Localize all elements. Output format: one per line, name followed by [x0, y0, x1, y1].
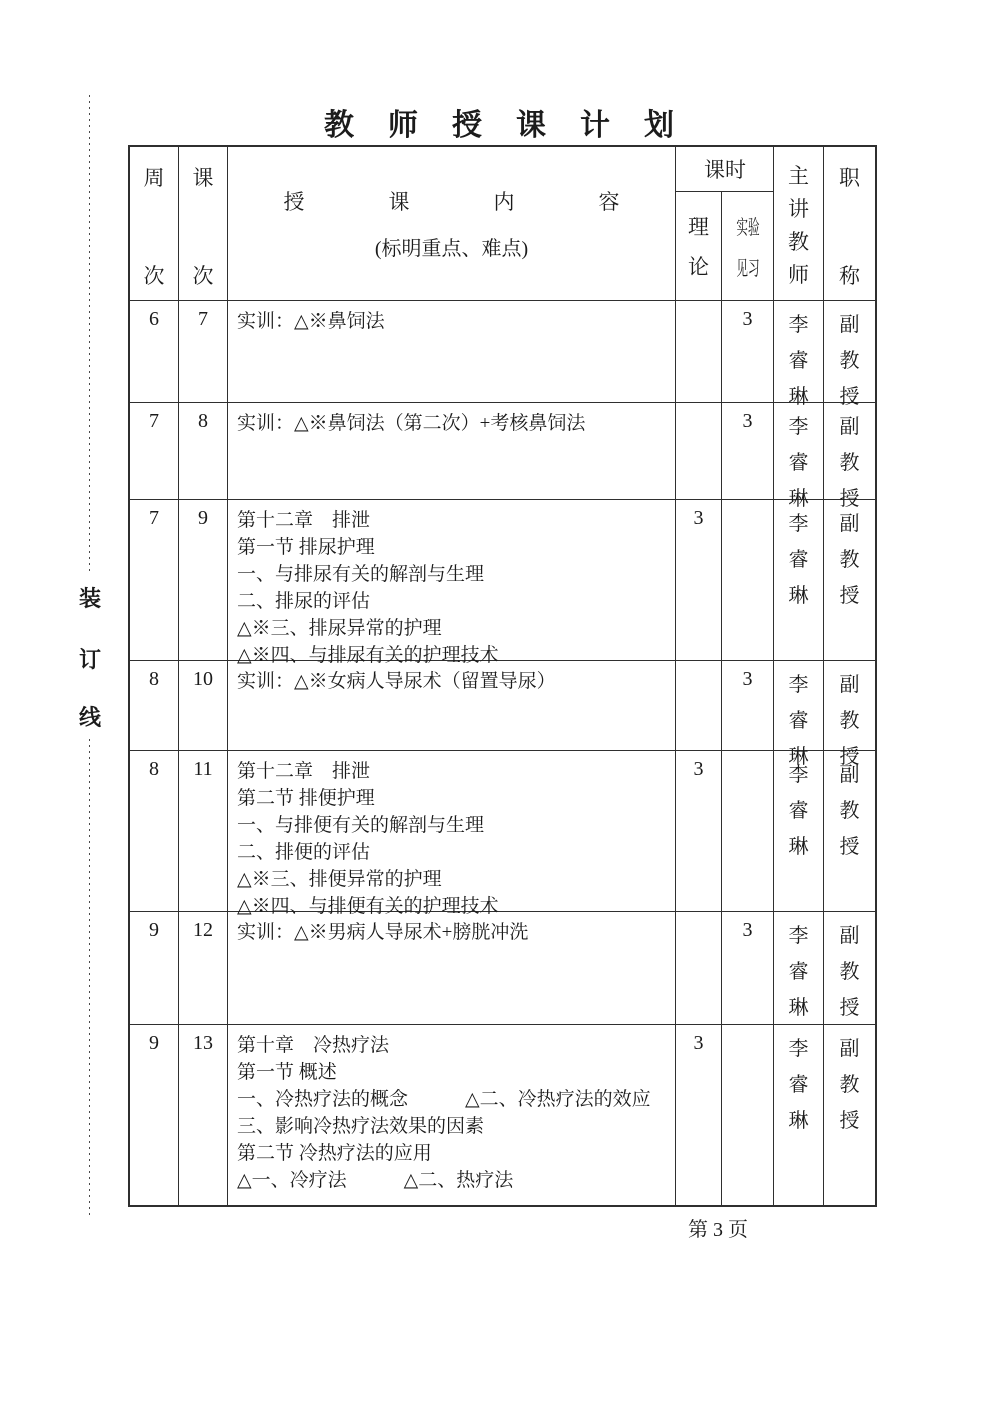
lesson-cell [179, 500, 228, 669]
cell-text: 实训：△※鼻饲法（第二次）+考核鼻饲法 [237, 413, 586, 434]
title-cell [824, 1025, 875, 1205]
cell-text: 副 [839, 416, 860, 438]
binding-line-label: 线 [78, 705, 101, 730]
cell-text: 副 [839, 314, 860, 336]
cell-text: 第十二章 排泄 [237, 510, 371, 531]
cell-text: 3 [693, 758, 704, 780]
binding-line-label: 装 [78, 586, 101, 611]
page-title: 教 师 授 课 计 划 [324, 109, 676, 142]
teacher-cell [774, 751, 824, 920]
content-cell [228, 1025, 676, 1205]
binding-line-dots-top [89, 95, 90, 573]
table-header [130, 147, 875, 300]
binding-line-label: 订 [78, 647, 101, 672]
header-text: 称 [839, 264, 860, 288]
cell-text: 3 [742, 919, 753, 941]
lesson-cell [179, 751, 228, 920]
table-row [130, 660, 875, 768]
cell-text: 授 [839, 1110, 860, 1132]
practice-hours-cell [722, 301, 774, 415]
cell-text: 实训：△※鼻饲法 [237, 311, 385, 332]
cell-text: 授 [839, 997, 860, 1019]
table-row [130, 300, 875, 408]
cell-text: 副 [839, 674, 860, 696]
title-cell [824, 912, 875, 1026]
cell-text: 授 [839, 585, 860, 607]
cell-text: △※四、与排尿有关的护理技术 [237, 645, 499, 666]
cell-text: 睿 [788, 549, 809, 571]
cell-text: △※四、与排便有关的护理技术 [237, 896, 499, 917]
content-cell [228, 500, 676, 669]
cell-text: 3 [742, 308, 753, 330]
practice-hours-cell [722, 1025, 774, 1205]
cell-text: 第一节 排尿护理 [237, 537, 375, 558]
cell-text: 一、冷热疗法的概念 △二、冷热疗法的效应 [237, 1089, 651, 1110]
cell-text: 教 [839, 452, 860, 474]
cell-text: 睿 [788, 1074, 809, 1096]
header-text: 师 [788, 263, 809, 287]
cell-text: 7 [198, 308, 208, 330]
cell-text: 琳 [788, 1110, 809, 1132]
lesson-cell [179, 1025, 228, 1205]
cell-text: 琳 [788, 585, 809, 607]
cell-text: △一、冷疗法 △二、热疗法 [237, 1170, 514, 1191]
cell-text: 睿 [788, 800, 809, 822]
cell-text: 3 [742, 668, 753, 690]
cell-text: 李 [788, 764, 809, 786]
cell-text: 教 [839, 549, 860, 571]
cell-text: 7 [149, 507, 159, 529]
cell-text: 副 [839, 513, 860, 535]
cell-text: 9 [149, 1032, 159, 1054]
cell-text: 9 [149, 919, 159, 941]
cell-text: 三、影响冷热疗法效果的因素 [237, 1116, 485, 1137]
header-text: 课 [192, 166, 214, 190]
content-cell [228, 751, 676, 920]
cell-text: 一、与排便有关的解剖与生理 [237, 815, 485, 836]
cell-text: 10 [193, 668, 213, 690]
header-content-column [228, 147, 676, 300]
cell-text: 琳 [788, 997, 809, 1019]
page-number: 第 3 页 [688, 1219, 748, 1241]
cell-text: 12 [193, 919, 213, 941]
content-cell [228, 301, 676, 415]
cell-text: 授 [839, 386, 860, 408]
cell-text: 教 [839, 1074, 860, 1096]
header-title-column [824, 147, 875, 300]
header-text: 教 [788, 230, 809, 254]
header-theory-column [676, 192, 722, 300]
cell-text: 3 [693, 1032, 704, 1054]
header-text: 见习 [736, 257, 760, 280]
lesson-cell [179, 301, 228, 415]
cell-text: 授 [839, 836, 860, 858]
cell-text: 实训：△※男病人导尿术+膀胱冲洗 [237, 922, 529, 943]
cell-text: 8 [149, 758, 159, 780]
cell-text: 李 [788, 1038, 809, 1060]
cell-text: 睿 [788, 452, 809, 474]
cell-text: 8 [149, 668, 159, 690]
cell-text: 睿 [788, 350, 809, 372]
week-cell [130, 301, 179, 415]
practice-hours-cell [722, 751, 774, 920]
teaching-plan-table [128, 145, 877, 1207]
header-hours-label: 课时 [676, 147, 774, 192]
header-text: 次 [143, 264, 165, 288]
lesson-cell [179, 912, 228, 1026]
cell-text: 第十章 冷热疗法 [237, 1035, 390, 1056]
header-text: 理 [688, 214, 709, 239]
header-text: 论 [688, 255, 709, 280]
practice-hours-cell [722, 912, 774, 1026]
table-row [130, 750, 875, 917]
cell-text: 李 [788, 925, 809, 947]
cell-text: 副 [839, 1038, 860, 1060]
cell-text: △※三、排尿异常的护理 [237, 618, 442, 639]
cell-text: 琳 [788, 386, 809, 408]
cell-text: 睿 [788, 961, 809, 983]
cell-text: 第十二章 排泄 [237, 761, 371, 782]
theory-hours-cell [676, 301, 722, 415]
cell-text: 第二节 冷热疗法的应用 [237, 1143, 432, 1164]
header-lesson-column [179, 147, 228, 300]
cell-text: 3 [742, 410, 753, 432]
table-body [130, 300, 875, 1205]
header-text: 讲 [788, 197, 809, 221]
content-cell [228, 912, 676, 1026]
cell-text: 3 [693, 507, 704, 529]
header-teacher-column [774, 147, 824, 300]
cell-text: 二、排尿的评估 [237, 591, 371, 612]
cell-text: 教 [839, 350, 860, 372]
cell-text: 教 [839, 710, 860, 732]
cell-text: 二、排便的评估 [237, 842, 371, 863]
cell-text: 琳 [788, 746, 809, 768]
cell-text: 副 [839, 764, 860, 786]
title-cell [824, 751, 875, 920]
theory-hours-cell [676, 912, 722, 1026]
theory-hours-cell [676, 751, 722, 920]
table-row [130, 1024, 875, 1205]
cell-text: 11 [193, 758, 213, 780]
week-cell [130, 912, 179, 1026]
cell-text: 李 [788, 416, 809, 438]
teacher-cell [774, 1025, 824, 1205]
cell-text: 李 [788, 674, 809, 696]
teacher-cell [774, 301, 824, 415]
cell-text: 第一节 概述 [237, 1062, 337, 1083]
table-row [130, 911, 875, 1024]
cell-text: 第二节 排便护理 [237, 788, 375, 809]
cell-text: 琳 [788, 836, 809, 858]
cell-text: 13 [193, 1032, 213, 1054]
table-row [130, 499, 875, 666]
title-cell [824, 500, 875, 669]
cell-text: 8 [198, 410, 208, 432]
teacher-cell [774, 500, 824, 669]
header-practice-column [722, 192, 774, 300]
week-cell [130, 500, 179, 669]
cell-text: 6 [149, 308, 159, 330]
theory-hours-cell [676, 1025, 722, 1205]
header-text: 次 [192, 264, 214, 288]
cell-text: 睿 [788, 710, 809, 732]
header-text: 实验 [736, 217, 760, 240]
practice-hours-cell [722, 500, 774, 669]
header-hours-group [676, 147, 774, 300]
cell-text: 7 [149, 410, 159, 432]
cell-text: △※三、排便异常的护理 [237, 869, 442, 890]
cell-text: 一、与排尿有关的解剖与生理 [237, 564, 485, 585]
week-cell [130, 751, 179, 920]
cell-text: 教 [839, 800, 860, 822]
teacher-cell [774, 912, 824, 1026]
cell-text: 9 [198, 507, 208, 529]
header-text: (标明重点、难点) [374, 238, 529, 260]
cell-text: 琳 [788, 488, 809, 510]
cell-text: 实训：△※女病人导尿术（留置导尿） [237, 671, 556, 692]
table-row [130, 402, 875, 510]
header-text: 周 [143, 166, 165, 190]
cell-text: 教 [839, 961, 860, 983]
header-week-column [130, 147, 179, 300]
header-text: 主 [788, 164, 809, 188]
cell-text: 授 [839, 488, 860, 510]
title-cell [824, 301, 875, 415]
week-cell [130, 1025, 179, 1205]
binding-line-dots-bottom [89, 739, 90, 1216]
cell-text: 副 [839, 925, 860, 947]
header-text: 职 [839, 166, 860, 190]
header-text: 授 课 内 容 [283, 190, 620, 214]
cell-text: 李 [788, 513, 809, 535]
cell-text: 李 [788, 314, 809, 336]
cell-text: 授 [839, 746, 860, 768]
theory-hours-cell [676, 500, 722, 669]
